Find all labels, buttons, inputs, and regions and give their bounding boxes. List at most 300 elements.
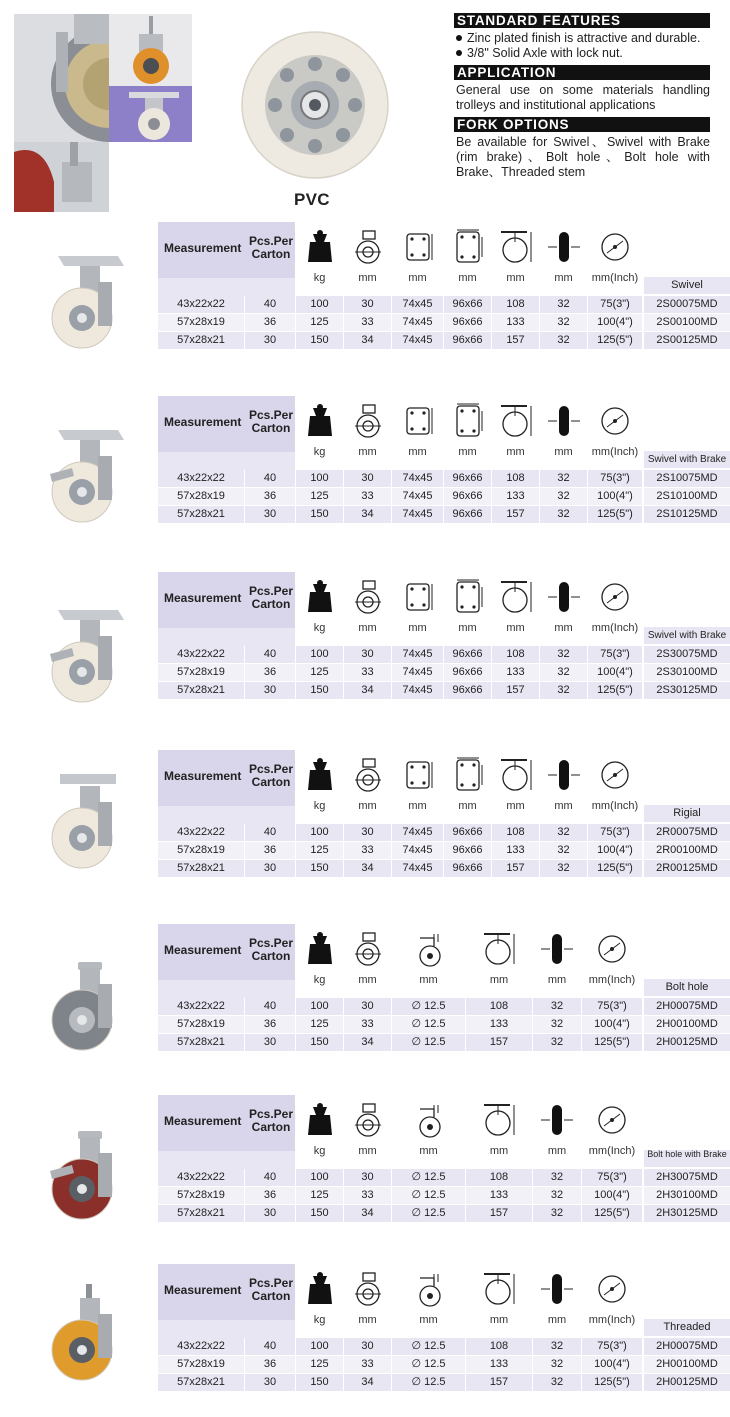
measurement-label: Measurement	[164, 415, 242, 429]
standard-features-heading: STANDARD FEATURES	[454, 13, 710, 28]
wheel-diameter-icon	[596, 228, 634, 266]
hole-spacing-icon	[449, 756, 487, 794]
table-cell: 33	[344, 664, 391, 681]
wheel-width-icon	[349, 930, 387, 968]
plate-size-icon	[399, 756, 437, 794]
table-cell: 150	[296, 860, 343, 877]
table-cell: 100(4")	[582, 1187, 642, 1204]
table-cell: 34	[344, 860, 391, 877]
spec-icon-column	[492, 222, 539, 296]
table-cell: 96x66	[444, 470, 491, 487]
wheel-thickness-icon	[545, 756, 583, 794]
stem-diameter-icon	[410, 930, 448, 968]
unit-label: mm	[554, 272, 573, 284]
unit-label: mm	[408, 446, 427, 458]
spec-icon-column	[588, 396, 642, 470]
table-cell: 33	[344, 1016, 391, 1033]
spec-icon-column	[344, 924, 391, 998]
spec-icon-column	[392, 1264, 465, 1338]
header-under-band	[158, 452, 295, 470]
unit-label: mm	[358, 272, 377, 284]
feature-bullet: Zinc plated finish is attractive and durable.	[454, 31, 710, 46]
table-cell: 96x66	[444, 296, 491, 313]
header-label-cell	[158, 396, 295, 470]
caster-image	[38, 954, 138, 1054]
spec-icon-column	[296, 572, 343, 646]
table-cell: 74x45	[392, 842, 443, 859]
spec-icon-column	[540, 572, 587, 646]
table-cell: 32	[533, 998, 581, 1015]
table-cell: 32	[540, 488, 587, 505]
table-cell: 157	[492, 860, 539, 877]
pcs-per-carton-label: Pcs.Per Carton	[248, 584, 294, 611]
table-cell: 32	[533, 1016, 581, 1033]
red-wheel-photo	[14, 142, 109, 212]
unit-label: mm	[419, 1145, 438, 1157]
table-row	[158, 842, 730, 860]
table-cell: 30	[344, 1169, 391, 1186]
spec-icon-column	[582, 1264, 642, 1338]
table-cell: 32	[540, 332, 587, 349]
table-cell: ∅ 12.5	[392, 998, 465, 1015]
pcs-per-carton-label: Pcs.Per Carton	[248, 936, 294, 963]
table-cell: 100(4")	[588, 488, 642, 505]
table-cell: 30	[344, 296, 391, 313]
table-cell: 33	[344, 1187, 391, 1204]
table-cell: 30	[344, 646, 391, 663]
table-cell: 74x45	[392, 860, 443, 877]
table-cell: 2S00075MD	[644, 296, 730, 313]
bolt-hole-caster-image	[38, 954, 138, 1054]
table-cell: 33	[344, 314, 391, 331]
unit-label: mm	[554, 446, 573, 458]
spec-table	[158, 750, 730, 878]
unit-label: mm	[506, 622, 525, 634]
unit-label: kg	[313, 1145, 326, 1157]
wheel-thickness-icon	[538, 1101, 576, 1139]
unit-label: mm(Inch)	[591, 800, 639, 812]
feature-bullet: 3/8" Solid Axle with lock nut.	[454, 46, 710, 61]
stem-diameter-icon	[410, 1270, 448, 1308]
table-cell: 43x22x22	[158, 1169, 244, 1186]
table-row	[158, 314, 730, 332]
spec-icon-column	[492, 396, 539, 470]
spec-icon-column	[296, 1264, 343, 1338]
table-cell: 30	[245, 506, 295, 523]
table-cell: 57x28x21	[158, 682, 244, 699]
table-cell: 2R00100MD	[644, 842, 730, 859]
spec-icon-column	[492, 572, 539, 646]
table-cell: 32	[533, 1338, 581, 1355]
application-heading: APPLICATION	[454, 65, 710, 80]
table-cell: 133	[492, 314, 539, 331]
table-cell: 108	[466, 1338, 532, 1355]
table-cell: 34	[344, 682, 391, 699]
table-cell: 100	[296, 646, 343, 663]
table-cell: 157	[492, 682, 539, 699]
spec-icon-column	[466, 1095, 532, 1169]
table-cell: 150	[296, 506, 343, 523]
caster-image	[38, 252, 138, 352]
table-row	[158, 1338, 730, 1356]
caster-closeup-photo	[14, 14, 109, 142]
header-under-band	[158, 980, 295, 998]
table-cell: ∅ 12.5	[392, 1374, 465, 1391]
threaded-caster-image	[38, 1284, 138, 1384]
table-cell: 125(5")	[588, 506, 642, 523]
table-cell: 2S30125MD	[644, 682, 730, 699]
table-cell: 32	[540, 682, 587, 699]
spec-icon-column	[444, 750, 491, 824]
pcs-per-carton-label: Pcs.Per Carton	[248, 234, 294, 261]
table-cell: 100	[296, 824, 343, 841]
total-height-icon	[480, 930, 518, 968]
table-cell: 57x28x19	[158, 1187, 244, 1204]
load-weight-icon	[301, 578, 339, 616]
table-cell: 34	[344, 1374, 391, 1391]
table-cell: 125(5")	[582, 1034, 642, 1051]
table-cell: 33	[344, 1356, 391, 1373]
table-cell: 150	[296, 682, 343, 699]
table-cell: 96x66	[444, 842, 491, 859]
table-cell: 125(5")	[582, 1374, 642, 1391]
table-cell: 43x22x22	[158, 824, 244, 841]
unit-label: mm	[506, 446, 525, 458]
pcs-per-carton-label: Pcs.Per Carton	[248, 408, 294, 435]
header-label-cell	[158, 572, 295, 646]
unit-label: mm	[358, 1314, 377, 1326]
header-label-cell	[158, 924, 295, 998]
wheel-thickness-icon	[545, 402, 583, 440]
wheel-thickness-icon	[545, 578, 583, 616]
table-row	[158, 470, 730, 488]
table-cell: 40	[245, 824, 295, 841]
table-cell: 2S10125MD	[644, 506, 730, 523]
table-cell: ∅ 12.5	[392, 1034, 465, 1051]
wheel-diameter-icon	[596, 402, 634, 440]
table-cell: 150	[296, 1374, 343, 1391]
spec-icon-column	[540, 750, 587, 824]
spec-table	[158, 1264, 730, 1392]
table-cell: 108	[492, 824, 539, 841]
caster-type-label: Bolt hole with Brake	[644, 1150, 730, 1167]
fork-options-heading: FORK OPTIONS	[454, 117, 710, 132]
table-body	[158, 470, 730, 524]
table-cell: 2S30100MD	[644, 664, 730, 681]
table-cell: 74x45	[392, 824, 443, 841]
spec-table	[158, 572, 730, 700]
table-cell: 36	[245, 488, 295, 505]
table-header	[158, 1095, 730, 1169]
caster-photo-collage	[14, 14, 192, 212]
header-under-band	[158, 1320, 295, 1338]
table-cell: 74x45	[392, 506, 443, 523]
pcs-per-carton-label: Pcs.Per Carton	[248, 1107, 294, 1134]
table-cell: 32	[533, 1169, 581, 1186]
unit-label: mm	[489, 1145, 509, 1157]
table-cell: 30	[245, 332, 295, 349]
hole-spacing-icon	[449, 578, 487, 616]
table-cell: 30	[245, 682, 295, 699]
table-cell: 125(5")	[582, 1205, 642, 1222]
table-cell: 125	[296, 314, 343, 331]
spec-icon-column	[296, 1095, 343, 1169]
unit-label: kg	[313, 272, 326, 284]
load-weight-icon	[301, 402, 339, 440]
pcs-per-carton-label: Pcs.Per Carton	[248, 762, 294, 789]
total-height-icon	[480, 1270, 518, 1308]
table-cell: 75(3")	[582, 1169, 642, 1186]
table-header	[158, 222, 730, 296]
table-cell: 36	[245, 1356, 295, 1373]
spec-icon-column	[344, 572, 391, 646]
wheel-thickness-icon	[545, 228, 583, 266]
table-header	[158, 750, 730, 824]
table-cell: 96x66	[444, 824, 491, 841]
table-row	[158, 506, 730, 524]
pvc-wheel-image	[240, 30, 390, 180]
table-cell: 96x66	[444, 314, 491, 331]
wheel-diameter-icon	[593, 930, 631, 968]
table-cell: 133	[466, 1016, 532, 1033]
table-header	[158, 396, 730, 470]
table-body	[158, 1338, 730, 1392]
total-height-icon	[480, 1101, 518, 1139]
table-row	[158, 664, 730, 682]
table-cell: ∅ 12.5	[392, 1338, 465, 1355]
table-cell: 125	[296, 1356, 343, 1373]
wheel-width-icon	[349, 402, 387, 440]
table-cell: 100(4")	[588, 842, 642, 859]
table-cell: 32	[533, 1356, 581, 1373]
header-under-band	[158, 278, 295, 296]
spec-icon-column	[444, 572, 491, 646]
spec-icon-column	[533, 924, 581, 998]
table-cell: 30	[245, 1205, 295, 1222]
bolt-hole-brake-caster-image	[38, 1123, 138, 1223]
caster-image	[38, 606, 138, 706]
table-cell: 96x66	[444, 332, 491, 349]
unit-label: mm	[506, 800, 525, 812]
table-cell: 100(4")	[582, 1356, 642, 1373]
caster-image	[38, 426, 138, 526]
measurement-label: Measurement	[164, 943, 242, 957]
table-row	[158, 332, 730, 350]
table-cell: ∅ 12.5	[392, 1016, 465, 1033]
table-header	[158, 924, 730, 998]
total-height-icon	[497, 756, 535, 794]
table-cell: 133	[466, 1356, 532, 1373]
unit-label: mm	[458, 272, 477, 284]
table-cell: 100	[296, 1338, 343, 1355]
fork-options-text: Be available for Swivel、Swivel with Brake (rim brake)、Bolt hole、Bolt hole with Brake、Threaded stem	[456, 135, 710, 179]
spec-icon-column	[344, 396, 391, 470]
table-cell: 43x22x22	[158, 296, 244, 313]
caster-image	[38, 1123, 138, 1223]
table-cell: 43x22x22	[158, 998, 244, 1015]
table-row	[158, 824, 730, 842]
table-cell: 2S10100MD	[644, 488, 730, 505]
table-cell: 57x28x21	[158, 506, 244, 523]
header-label-cell	[158, 222, 295, 296]
unit-label: mm(Inch)	[591, 622, 639, 634]
caster-image	[38, 772, 138, 872]
caster-type-label: Swivel with Brake	[644, 451, 730, 468]
total-height-icon	[497, 402, 535, 440]
load-weight-icon	[301, 1270, 339, 1308]
table-cell: 100	[296, 296, 343, 313]
table-cell: 100	[296, 1169, 343, 1186]
total-height-icon	[497, 228, 535, 266]
table-cell: 96x66	[444, 488, 491, 505]
table-cell: 30	[344, 1338, 391, 1355]
unit-label: mm	[408, 800, 427, 812]
table-cell: 108	[492, 470, 539, 487]
table-row	[158, 682, 730, 700]
table-cell: 30	[245, 1374, 295, 1391]
table-cell: 108	[492, 646, 539, 663]
load-weight-icon	[301, 228, 339, 266]
spec-icon-column	[392, 1095, 465, 1169]
table-cell: 36	[245, 664, 295, 681]
table-cell: 57x28x19	[158, 842, 244, 859]
spec-icon-column	[344, 1264, 391, 1338]
table-cell: 57x28x21	[158, 1374, 244, 1391]
spec-icon-column	[582, 924, 642, 998]
wheel-diameter-icon	[596, 756, 634, 794]
table-row	[158, 1187, 730, 1205]
unit-label: mm	[419, 974, 438, 986]
table-body	[158, 296, 730, 350]
table-cell: 96x66	[444, 860, 491, 877]
table-header	[158, 1264, 730, 1338]
table-cell: 2H00125MD	[644, 1374, 730, 1391]
table-cell: 32	[533, 1205, 581, 1222]
table-cell: 96x66	[444, 646, 491, 663]
table-cell: 74x45	[392, 488, 443, 505]
table-cell: 157	[466, 1374, 532, 1391]
table-cell: 75(3")	[582, 998, 642, 1015]
table-row	[158, 646, 730, 664]
load-weight-icon	[301, 756, 339, 794]
table-cell: 57x28x19	[158, 314, 244, 331]
table-cell: 75(3")	[588, 470, 642, 487]
spec-icon-column	[582, 1095, 642, 1169]
header-under-band	[158, 628, 295, 646]
table-cell: 2S30075MD	[644, 646, 730, 663]
table-cell: 34	[344, 1205, 391, 1222]
spec-icon-column	[533, 1264, 581, 1338]
table-cell: 57x28x21	[158, 1034, 244, 1051]
table-cell: 32	[540, 506, 587, 523]
table-cell: 74x45	[392, 314, 443, 331]
table-row	[158, 488, 730, 506]
measurement-label: Measurement	[164, 769, 242, 783]
spec-icon-column	[540, 396, 587, 470]
table-cell: 43x22x22	[158, 470, 244, 487]
table-cell: 30	[344, 824, 391, 841]
caster-image	[38, 1284, 138, 1384]
spec-table	[158, 1095, 730, 1223]
table-row	[158, 296, 730, 314]
spec-icon-column	[296, 396, 343, 470]
table-cell: 30	[245, 860, 295, 877]
table-cell: 32	[540, 842, 587, 859]
table-cell: 100(4")	[582, 1016, 642, 1033]
total-height-icon	[497, 578, 535, 616]
table-cell: 57x28x19	[158, 488, 244, 505]
table-cell: 133	[492, 488, 539, 505]
plate-size-icon	[399, 402, 437, 440]
spec-icon-column	[444, 396, 491, 470]
table-cell: 2H30125MD	[644, 1205, 730, 1222]
table-cell: 2H00075MD	[644, 1338, 730, 1355]
wheel-width-icon	[349, 578, 387, 616]
unit-label: mm	[547, 1314, 567, 1326]
table-cell: 2H00125MD	[644, 1034, 730, 1051]
caster-type-label: Bolt hole	[644, 979, 730, 996]
table-cell: 2H00100MD	[644, 1016, 730, 1033]
caster-type-label: Swivel	[644, 277, 730, 294]
table-cell: 157	[492, 506, 539, 523]
wheel-diameter-icon	[596, 578, 634, 616]
table-cell: 157	[466, 1034, 532, 1051]
plate-size-icon	[399, 578, 437, 616]
table-cell: 100	[296, 998, 343, 1015]
hole-spacing-icon	[449, 228, 487, 266]
table-cell: 32	[533, 1374, 581, 1391]
table-cell: ∅ 12.5	[392, 1205, 465, 1222]
table-cell: 133	[492, 664, 539, 681]
rigid-caster-image	[38, 772, 138, 872]
caster-type-label: Rigial	[644, 805, 730, 822]
spec-icon-column	[344, 1095, 391, 1169]
caster-type-label: Swivel with Brake	[644, 627, 730, 644]
table-cell: 40	[245, 646, 295, 663]
unit-label: mm	[458, 800, 477, 812]
table-cell: 75(3")	[582, 1338, 642, 1355]
table-cell: 125	[296, 664, 343, 681]
unit-label: mm	[506, 272, 525, 284]
stem-diameter-icon	[410, 1101, 448, 1139]
spec-table	[158, 222, 730, 350]
table-cell: 57x28x21	[158, 860, 244, 877]
unit-label: mm	[547, 974, 567, 986]
table-cell: 133	[492, 842, 539, 859]
spec-icon-column	[466, 924, 532, 998]
table-cell: 125	[296, 1016, 343, 1033]
spec-icon-column	[588, 572, 642, 646]
caster-type-label: Threaded	[644, 1319, 730, 1336]
table-cell: 75(3")	[588, 296, 642, 313]
spec-table	[158, 396, 730, 524]
spec-icon-column	[533, 1095, 581, 1169]
table-cell: 2S10075MD	[644, 470, 730, 487]
wheel-width-icon	[349, 1270, 387, 1308]
table-cell: 125(5")	[588, 332, 642, 349]
table-row	[158, 1356, 730, 1374]
wheel-thickness-icon	[538, 1270, 576, 1308]
spec-icon-column	[296, 924, 343, 998]
wheel-diameter-icon	[593, 1101, 631, 1139]
table-cell: 96x66	[444, 682, 491, 699]
table-cell: 125(5")	[588, 860, 642, 877]
table-cell: 36	[245, 314, 295, 331]
table-cell: 34	[344, 1034, 391, 1051]
table-cell: 74x45	[392, 332, 443, 349]
spec-icon-column	[392, 396, 443, 470]
table-cell: 32	[540, 470, 587, 487]
